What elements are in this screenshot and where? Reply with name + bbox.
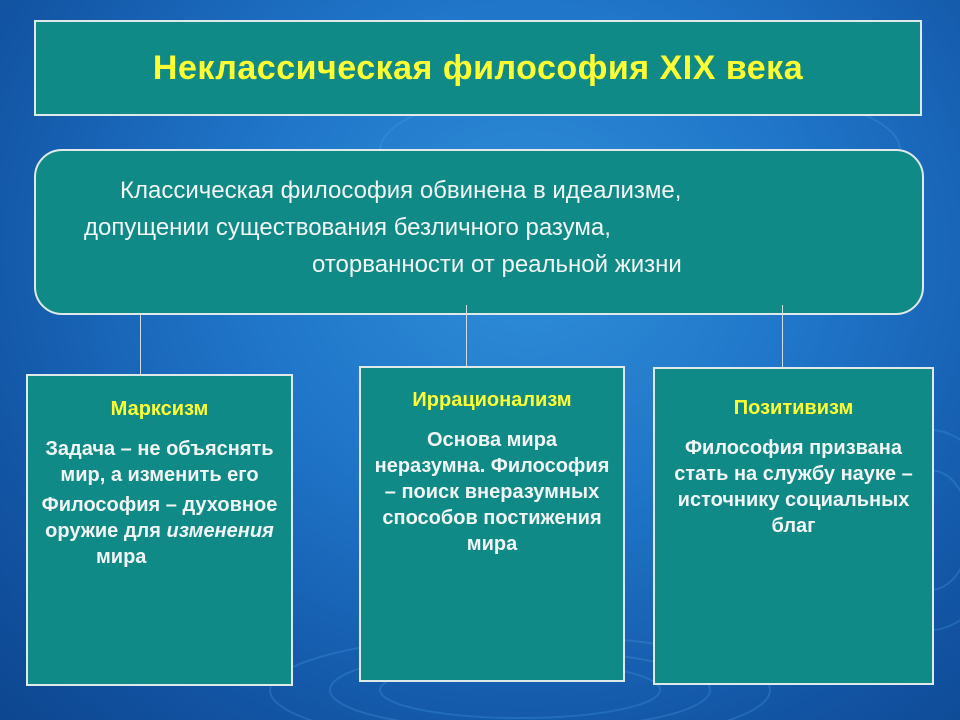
card-text-marxism-task: Задача – не объяснять мир, а изменить его bbox=[45, 438, 274, 486]
card-text-marxism-weapon bbox=[28, 492, 291, 570]
connector-marxism bbox=[140, 315, 141, 375]
card-positivism bbox=[653, 367, 934, 685]
card-text-marxism-weapon-end: мира bbox=[96, 546, 147, 568]
card-title-positivism: Позитивизм bbox=[733, 397, 854, 419]
card-text-positivism: Философия призвана стать на службу науке – источнику социальных благ bbox=[674, 437, 913, 537]
card-irrationalism bbox=[359, 366, 625, 682]
card-title-marxism: Марксизм bbox=[110, 398, 209, 420]
main-statement-box bbox=[34, 149, 924, 315]
card-text-marxism-weapon-start: Философия – духовное оружие для bbox=[41, 494, 278, 542]
statement-line-2: допущении существования безличного разума, bbox=[84, 214, 611, 241]
card-text-marxism-weapon-italic: изменения bbox=[166, 520, 274, 542]
card-marxism bbox=[26, 374, 293, 686]
statement-line-3: оторванности от реальной жизни bbox=[312, 251, 682, 278]
card-text-irrationalism: Основа мира неразумна. Философия – поиск внеразумных способов постижения мира bbox=[374, 429, 610, 555]
title-box bbox=[34, 20, 922, 116]
connector-positivism bbox=[782, 305, 783, 367]
statement-line-1: Классическая философия обвинена в идеализме, bbox=[120, 177, 682, 204]
card-title-irrationalism: Иррационализм bbox=[412, 389, 572, 411]
connector-irrationalism bbox=[466, 305, 467, 367]
page-title: Неклассическая философия XIX века bbox=[152, 48, 804, 87]
